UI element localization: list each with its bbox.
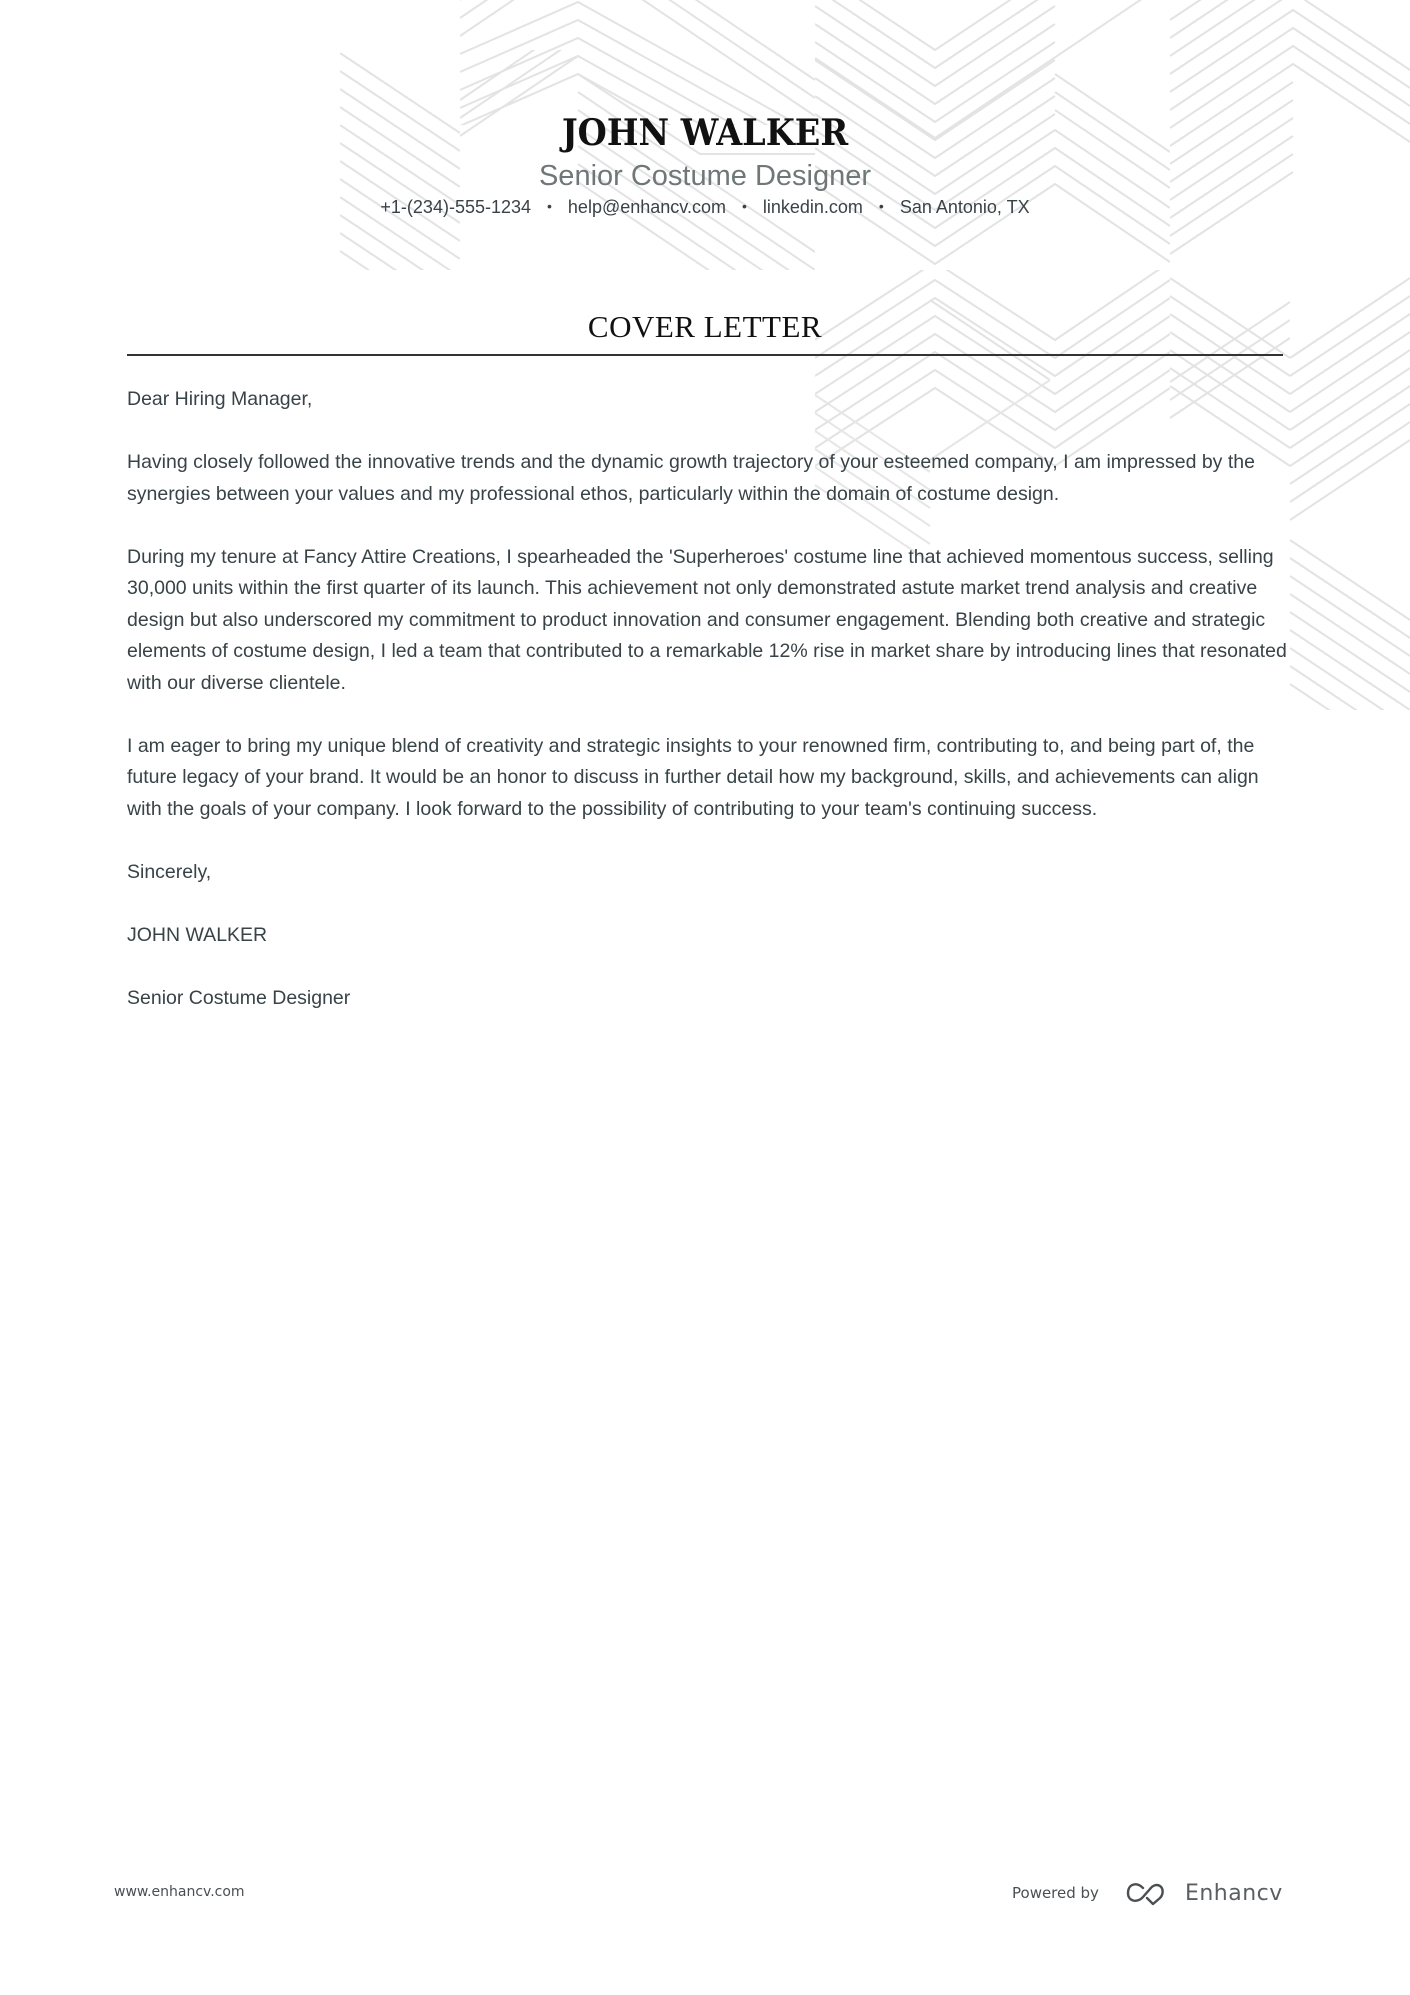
footer-website-link[interactable]: www.enhancv.com [114, 1884, 245, 1900]
paragraph: Having closely followed the innovative trends and the dynamic growth trajectory of your esteemed company, I am impressed by the synergies between your values and my professional ethos, particularly within the domain of costume design. [127, 451, 1255, 505]
powered-by-badge[interactable] [1012, 1876, 1283, 1910]
signature-name: JOHN WALKER [127, 923, 268, 946]
contact-info [0, 194, 1410, 219]
contact-phone: +1-(234)-555-1234 [380, 197, 532, 217]
section-divider [127, 354, 1283, 356]
paragraph: During my tenure at Fancy Attire Creations, I spearheaded the 'Superheroes' costume line that achieved momentous success, selling 30,000 units within the first quarter of its launch. This achievement not only demonstrated astute market trend analysis and creative design but also underscored my commitment to product innovation and consumer engagement. Blending both creative and strategic elements of costume design, I led a team that contributed to a remarkable 12% rise in market share by introducing lines that resonated with our diverse clientele. [127, 545, 1287, 694]
bullet-separator: • [878, 198, 884, 214]
section-title: COVER LETTER [587, 309, 823, 344]
enhancv-logo-icon [1125, 1880, 1171, 1906]
signature-title: Senior Costume Designer [127, 986, 351, 1009]
applicant-title: Senior Costume Designer [538, 160, 872, 192]
contact-linkedin[interactable]: linkedin.com [762, 197, 863, 217]
contact-email[interactable]: help@enhancv.com [567, 197, 726, 217]
enhancv-brand-name: Enhancv [1184, 1880, 1283, 1906]
powered-by-label: Powered by [1012, 1884, 1099, 1902]
bullet-separator: • [547, 198, 552, 214]
closing: Sincerely, [127, 860, 212, 883]
salutation: Dear Hiring Manager, [127, 388, 313, 410]
bullet-separator: • [741, 198, 747, 214]
paragraph: I am eager to bring my unique blend of creativity and strategic insights to your renowned firm, contributing to, and being part of, the future legacy of your brand. It would be an honor to discuss in further detail how my background, skills, and achievements can align with the goals of your company. I look forward to the possibility of contributing to your team's continuing success. [127, 734, 1259, 820]
resume-header [0, 110, 1410, 219]
contact-location: San Antonio, TX [899, 197, 1030, 217]
applicant-name: JOHN WALKER [561, 112, 849, 154]
letter-body [127, 384, 1287, 1046]
